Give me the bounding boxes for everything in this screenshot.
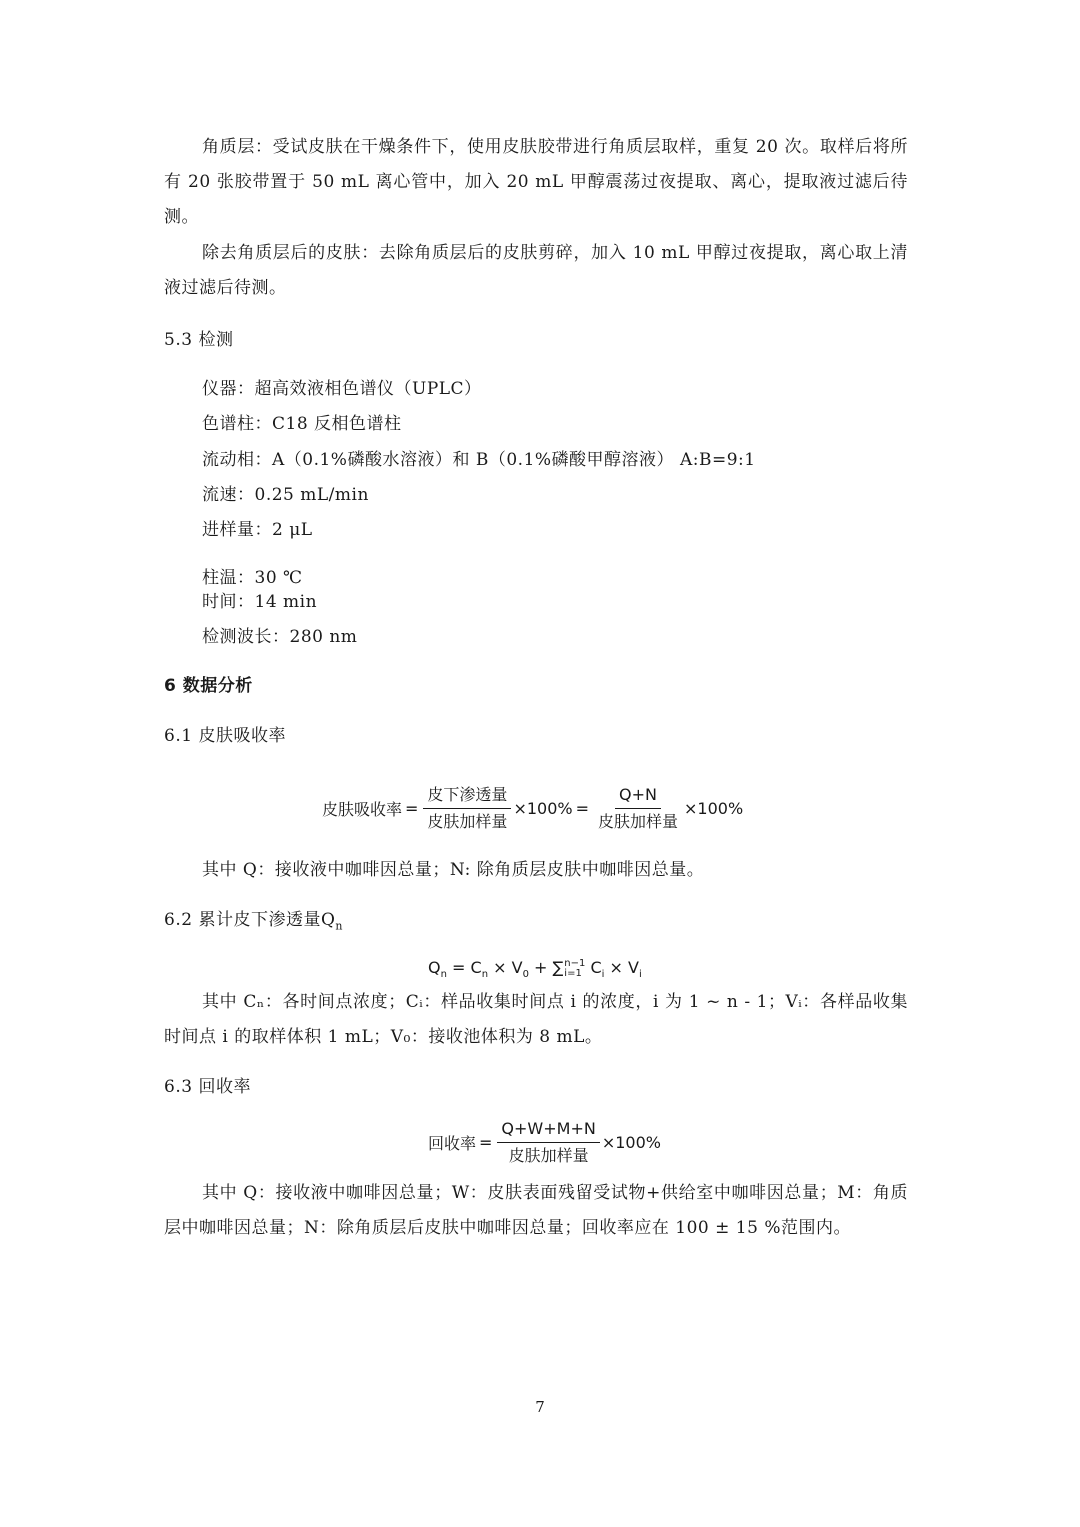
- section-6-2-heading-text: 6.2 累计皮下渗透量Q: [164, 910, 336, 930]
- multiplier-2: ×100%: [684, 799, 744, 818]
- recovery-equals: =: [479, 1133, 493, 1152]
- recovery-numerator: Q+W+M+N: [497, 1118, 599, 1143]
- sum-sup: n−1: [564, 957, 586, 969]
- section-6-3-heading: 6.3 回收率: [164, 1077, 251, 1097]
- fraction-1-denominator: 皮肤加样量: [427, 812, 508, 831]
- recovery-note: 其中 Q：接收液中咖啡因总量；W：皮肤表面残留受试物+供给室中咖啡因总量；M：角质层中咖啡因总量；N：除角质层后皮肤中咖啡因总量；回收率应在 100 ± 15 %范围内。: [164, 1183, 908, 1238]
- fraction-2-denominator: 皮肤加样量: [598, 812, 679, 831]
- section-6-heading: 6 数据分析: [164, 676, 253, 696]
- c-sub: n: [481, 969, 489, 981]
- flow-rate-item: 流速：0.25 mL/min: [202, 485, 369, 505]
- section-6-2-heading: [164, 909, 343, 937]
- fraction-1: [423, 784, 511, 833]
- eq-symbol: =: [446, 958, 471, 977]
- cumulative-formula: [428, 958, 642, 980]
- page-number: 7: [535, 1398, 545, 1416]
- vi-sub: i: [638, 969, 642, 981]
- ci-symbol: C: [585, 958, 602, 977]
- recovery-lhs: 回收率: [428, 1134, 477, 1153]
- section-5-3-heading: 5.3 检测: [164, 330, 234, 350]
- equals-sign-2: =: [575, 799, 589, 818]
- cumulative-note: 其中 Cₙ：各时间点浓度；Cᵢ：样品收集时间点 i 的浓度，i 为 1 ~ n - 1；Vᵢ：各样品收集时间点 i 的取样体积 1 mL；V₀：接收池体积为 8 mL。: [164, 992, 908, 1047]
- c-symbol: C: [470, 958, 482, 977]
- v0-sub: 0: [522, 969, 529, 981]
- recovery-denominator: 皮肤加样量: [508, 1146, 589, 1165]
- column-item: 色谱柱：C18 反相色谱柱: [202, 414, 402, 434]
- sum-sub: i=1: [564, 967, 582, 979]
- wavelength-item: 检测波长：280 nm: [202, 627, 358, 647]
- multiplier-1: ×100%: [513, 799, 573, 818]
- recovery-multiplier: ×100%: [601, 1133, 661, 1152]
- ci-sub: i: [601, 969, 605, 981]
- fraction-2-numerator: Q+N: [615, 784, 661, 809]
- absorption-note: 其中 Q：接收液中咖啡因总量；N: 除角质层皮肤中咖啡因总量。: [202, 860, 705, 880]
- times-v0: × V: [488, 958, 523, 977]
- recovery-rate-formula: [428, 1118, 661, 1167]
- absorption-rate-formula: [322, 784, 743, 833]
- q-sub: n: [440, 969, 447, 981]
- fraction-2: [594, 784, 682, 833]
- q-symbol: Q: [428, 958, 441, 977]
- mobile-phase-item: 流动相：A（0.1%磷酸水溶液）和 B（0.1%磷酸甲醇溶液） A:B=9:1: [202, 450, 756, 470]
- column-temp-item: 柱温：30 ℃: [202, 568, 303, 588]
- injection-volume-item: 进样量：2 μL: [202, 520, 313, 540]
- fraction-1-numerator: 皮下渗透量: [423, 784, 511, 809]
- time-item: 时间：14 min: [202, 592, 318, 612]
- stratum-corneum-paragraph: 角质层：受试皮肤在干燥条件下，使用皮肤胶带进行角质层取样，重复 20 次。取样后将所有 20 张胶带置于 50 mL 离心管中，加入 20 mL 甲醇震荡过夜提取、离心，提取液过滤后待测。: [164, 137, 908, 227]
- sum-limits: [564, 959, 585, 979]
- equals-sign: =: [405, 799, 419, 818]
- recovery-fraction: [497, 1118, 599, 1167]
- section-6-2-heading-sub: n: [335, 919, 343, 933]
- plus-sum: + ∑: [528, 958, 564, 977]
- times-vi: × V: [604, 958, 639, 977]
- skin-paragraph: 除去角质层后的皮肤：去除角质层后的皮肤剪碎，加入 10 mL 甲醇过夜提取，离心取上清液过滤后待测。: [164, 243, 908, 298]
- section-6-1-heading: 6.1 皮肤吸收率: [164, 726, 286, 746]
- instrument-item: 仪器：超高效液相色谱仪（UPLC）: [202, 379, 482, 399]
- formula-lhs: 皮肤吸收率: [322, 800, 403, 819]
